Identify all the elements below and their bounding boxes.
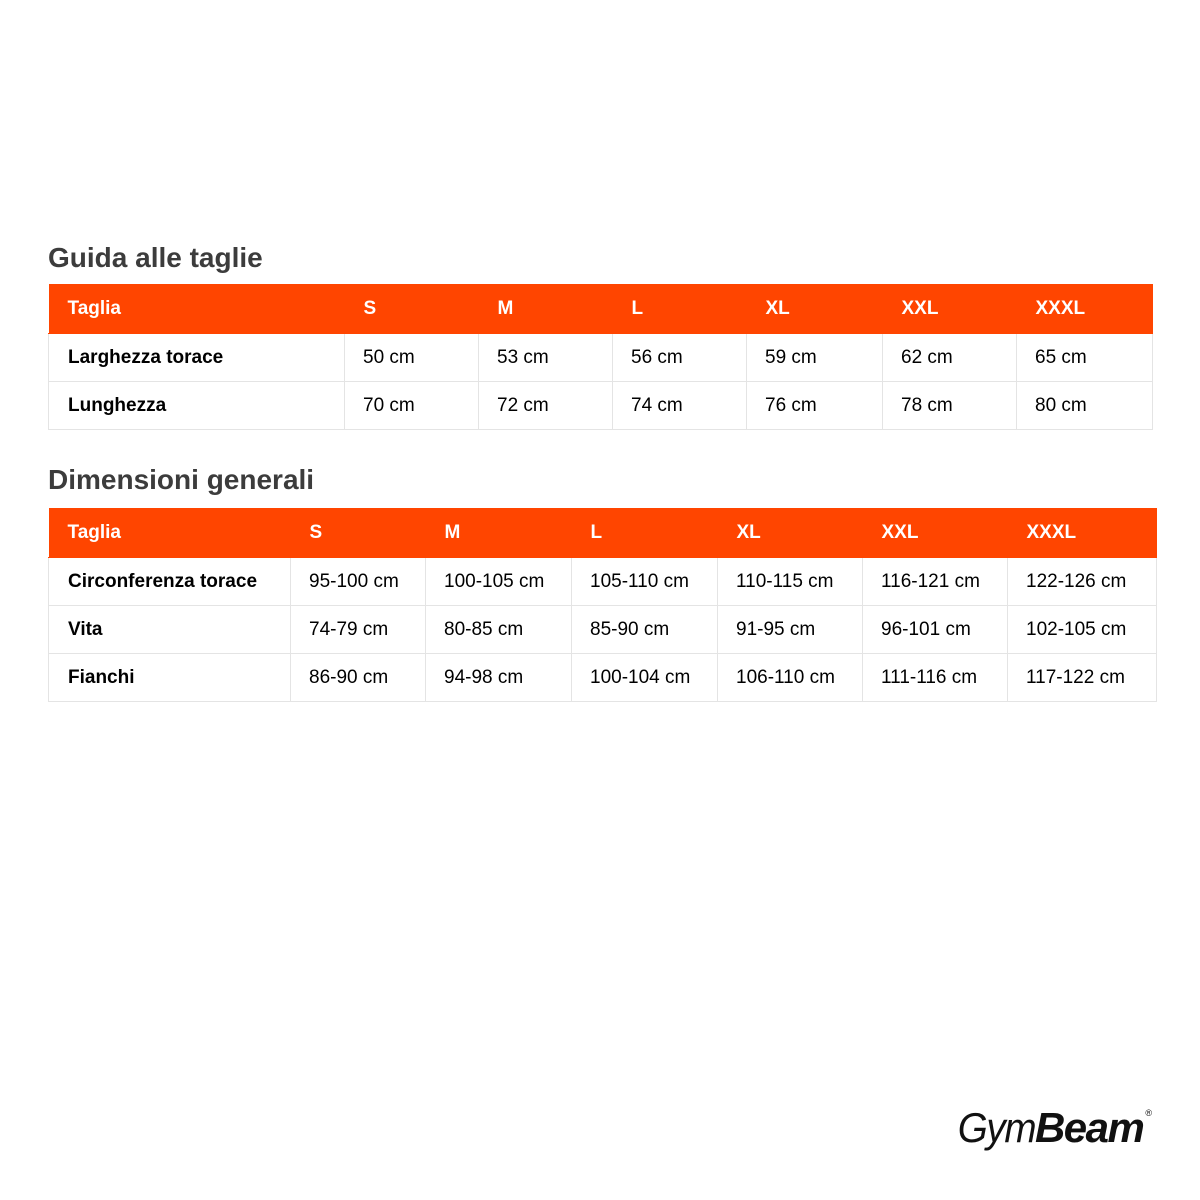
table-cell: 53 cm bbox=[479, 334, 613, 382]
header-cell: S bbox=[291, 508, 426, 558]
table-cell: 91-95 cm bbox=[718, 606, 863, 654]
table-cell: 74-79 cm bbox=[291, 606, 426, 654]
table-row bbox=[49, 382, 1153, 430]
table-cell: 95-100 cm bbox=[291, 558, 426, 606]
header-cell: Taglia bbox=[49, 508, 291, 558]
header-cell: M bbox=[426, 508, 572, 558]
table-header-row bbox=[49, 284, 1153, 334]
table-cell: 96-101 cm bbox=[863, 606, 1008, 654]
general-dimensions-table bbox=[48, 508, 1157, 702]
table-cell: 111-116 cm bbox=[863, 654, 1008, 702]
table-cell: 100-105 cm bbox=[426, 558, 572, 606]
table-row bbox=[49, 558, 1157, 606]
table-cell: 102-105 cm bbox=[1008, 606, 1157, 654]
row-label: Larghezza torace bbox=[49, 334, 345, 382]
table-cell: 106-110 cm bbox=[718, 654, 863, 702]
table-cell: 70 cm bbox=[345, 382, 479, 430]
table-cell: 56 cm bbox=[613, 334, 747, 382]
table-cell: 78 cm bbox=[883, 382, 1017, 430]
table-cell: 74 cm bbox=[613, 382, 747, 430]
gymbeam-logo bbox=[951, 1106, 1152, 1150]
header-cell: XL bbox=[718, 508, 863, 558]
size-guide-table bbox=[48, 284, 1153, 430]
table-cell: 76 cm bbox=[747, 382, 883, 430]
row-label: Vita bbox=[49, 606, 291, 654]
header-cell: XXXL bbox=[1008, 508, 1157, 558]
table-cell: 86-90 cm bbox=[291, 654, 426, 702]
header-cell: Taglia bbox=[49, 284, 345, 334]
table-cell: 85-90 cm bbox=[572, 606, 718, 654]
row-label: Lunghezza bbox=[49, 382, 345, 430]
table-row bbox=[49, 654, 1157, 702]
table-header-row bbox=[49, 508, 1157, 558]
header-cell: XXL bbox=[863, 508, 1008, 558]
table-cell: 80-85 cm bbox=[426, 606, 572, 654]
table-cell: 117-122 cm bbox=[1008, 654, 1157, 702]
table-cell: 50 cm bbox=[345, 334, 479, 382]
header-cell: L bbox=[613, 284, 747, 334]
table-cell: 110-115 cm bbox=[718, 558, 863, 606]
logo-text-bold: Beam bbox=[1034, 1104, 1144, 1151]
section-title-size-guide: Guida alle taglie bbox=[48, 242, 263, 273]
row-label: Circonferenza torace bbox=[49, 558, 291, 606]
header-cell: L bbox=[572, 508, 718, 558]
header-cell: XXL bbox=[883, 284, 1017, 334]
table-cell: 80 cm bbox=[1017, 382, 1153, 430]
header-cell: M bbox=[479, 284, 613, 334]
registered-mark: ® bbox=[1145, 1108, 1152, 1118]
header-cell: S bbox=[345, 284, 479, 334]
table-cell: 100-104 cm bbox=[572, 654, 718, 702]
table-cell: 94-98 cm bbox=[426, 654, 572, 702]
table-cell: 105-110 cm bbox=[572, 558, 718, 606]
table-cell: 116-121 cm bbox=[863, 558, 1008, 606]
header-cell: XXXL bbox=[1017, 284, 1153, 334]
section-title-general-dimensions: Dimensioni generali bbox=[48, 464, 315, 495]
header-cell: XL bbox=[747, 284, 883, 334]
table-cell: 62 cm bbox=[883, 334, 1017, 382]
table-cell: 59 cm bbox=[747, 334, 883, 382]
row-label: Fianchi bbox=[49, 654, 291, 702]
table-cell: 72 cm bbox=[479, 382, 613, 430]
table-row bbox=[49, 606, 1157, 654]
table-row bbox=[49, 334, 1153, 382]
table-cell: 65 cm bbox=[1017, 334, 1153, 382]
table-cell: 122-126 cm bbox=[1008, 558, 1157, 606]
logo-text-light: Gym bbox=[957, 1104, 1035, 1151]
